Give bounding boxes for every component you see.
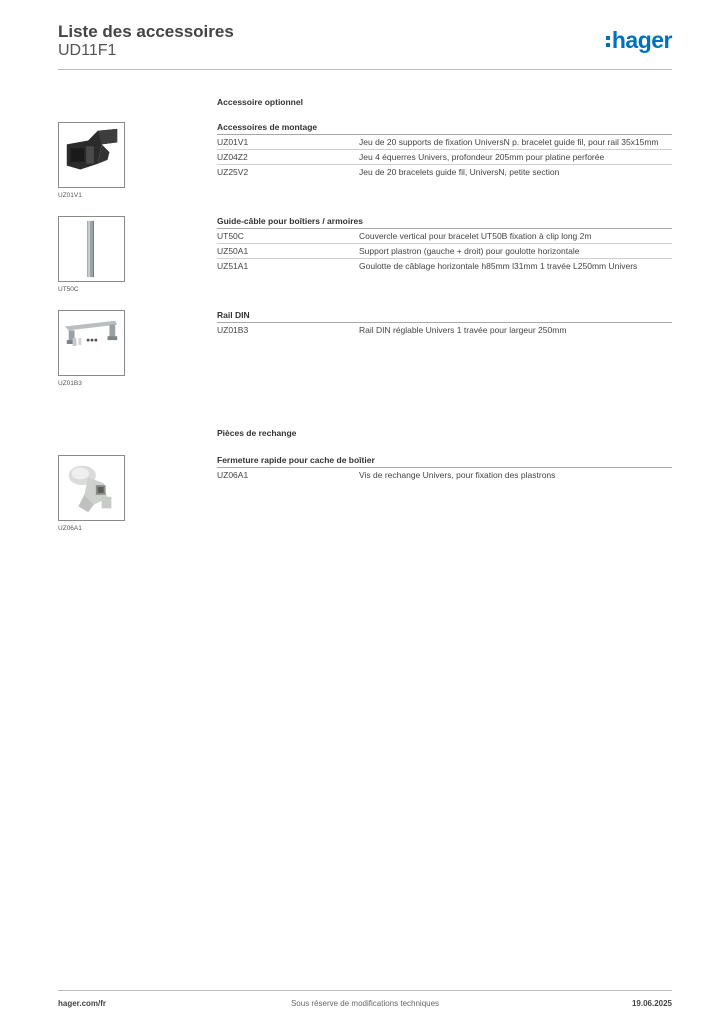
article-reference: UZ01B3 [217, 325, 249, 335]
article-reference: UZ50A1 [217, 246, 249, 256]
group-quick-fastener [217, 455, 672, 482]
footer-website-link[interactable]: hager.com/fr [58, 999, 107, 1008]
table-row[interactable] [217, 323, 672, 337]
article-reference: UZ06A1 [217, 470, 249, 480]
footer-disclaimer: Sous réserve de modifications techniques [290, 999, 440, 1008]
logo-text: hager [611, 26, 672, 53]
group-title: Rail DIN [217, 310, 672, 323]
article-reference: UZ25V2 [217, 167, 249, 177]
section-title-spare-parts: Pièces de rechange [217, 428, 297, 438]
page-footer [58, 990, 672, 1014]
article-description: Jeu de 20 bracelets guide fil, UniversN, petite section [359, 167, 560, 177]
article-description: Jeu de 20 supports de fixation UniversN p. bracelet guide fil, pour rail 35x15mm [359, 137, 659, 147]
group-title: Guide-câble pour boîtiers / armoires [217, 216, 672, 229]
product-reference: UD11F1 [58, 42, 117, 59]
image-caption: UZ06A1 [58, 525, 82, 532]
group-title: Fermeture rapide pour cache de boîtier [217, 455, 672, 468]
table-row[interactable] [217, 150, 672, 165]
din-rail-icon [59, 311, 124, 375]
brand-logo[interactable] [606, 26, 672, 54]
quick-fastener-icon [59, 456, 124, 520]
logo-dots-icon [606, 36, 610, 47]
product-image-uz06a1 [58, 455, 125, 521]
table-row[interactable] [217, 165, 672, 179]
image-caption: UZ01B3 [58, 380, 82, 387]
group-din-rail [217, 310, 672, 337]
table-row[interactable] [217, 244, 672, 259]
group-title: Accessoires de montage [217, 122, 672, 135]
page-header [58, 22, 672, 70]
product-image-uz01b3 [58, 310, 125, 376]
article-reference: UZ51A1 [217, 261, 249, 271]
article-reference: UZ04Z2 [217, 152, 248, 162]
page-title: Liste des accessoires [58, 22, 234, 41]
table-row[interactable] [217, 259, 672, 273]
section-title-optional: Accessoire optionnel [217, 97, 303, 107]
bracket-icon [59, 123, 124, 187]
image-caption: UZ01V1 [58, 192, 82, 199]
article-description: Jeu 4 équerres Univers, profondeur 205mm pour platine perforée [359, 152, 605, 162]
article-description: Couvercle vertical pour bracelet UT50B fixation à clip long 2m [359, 231, 592, 241]
product-image-ut50c [58, 216, 125, 282]
article-reference: UT50C [217, 231, 244, 241]
table-row[interactable] [217, 468, 672, 482]
article-description: Rail DIN réglable Univers 1 travée pour largeur 250mm [359, 325, 567, 335]
group-mounting-accessories [217, 122, 672, 179]
cable-duct-icon [59, 217, 124, 281]
footer-date: 19.06.2025 [631, 999, 672, 1008]
article-description: Support plastron (gauche + droit) pour goulotte horizontale [359, 246, 580, 256]
table-row[interactable] [217, 229, 672, 244]
article-reference: UZ01V1 [217, 137, 249, 147]
image-caption: UT50C [58, 286, 79, 293]
article-description: Vis de rechange Univers, pour fixation des plastrons [359, 470, 556, 480]
group-cable-guide [217, 216, 672, 273]
product-image-uz01v1 [58, 122, 125, 188]
article-description: Goulotte de câblage horizontale h85mm l31mm 1 travée L250mm Univers [359, 261, 638, 271]
table-row[interactable] [217, 135, 672, 150]
